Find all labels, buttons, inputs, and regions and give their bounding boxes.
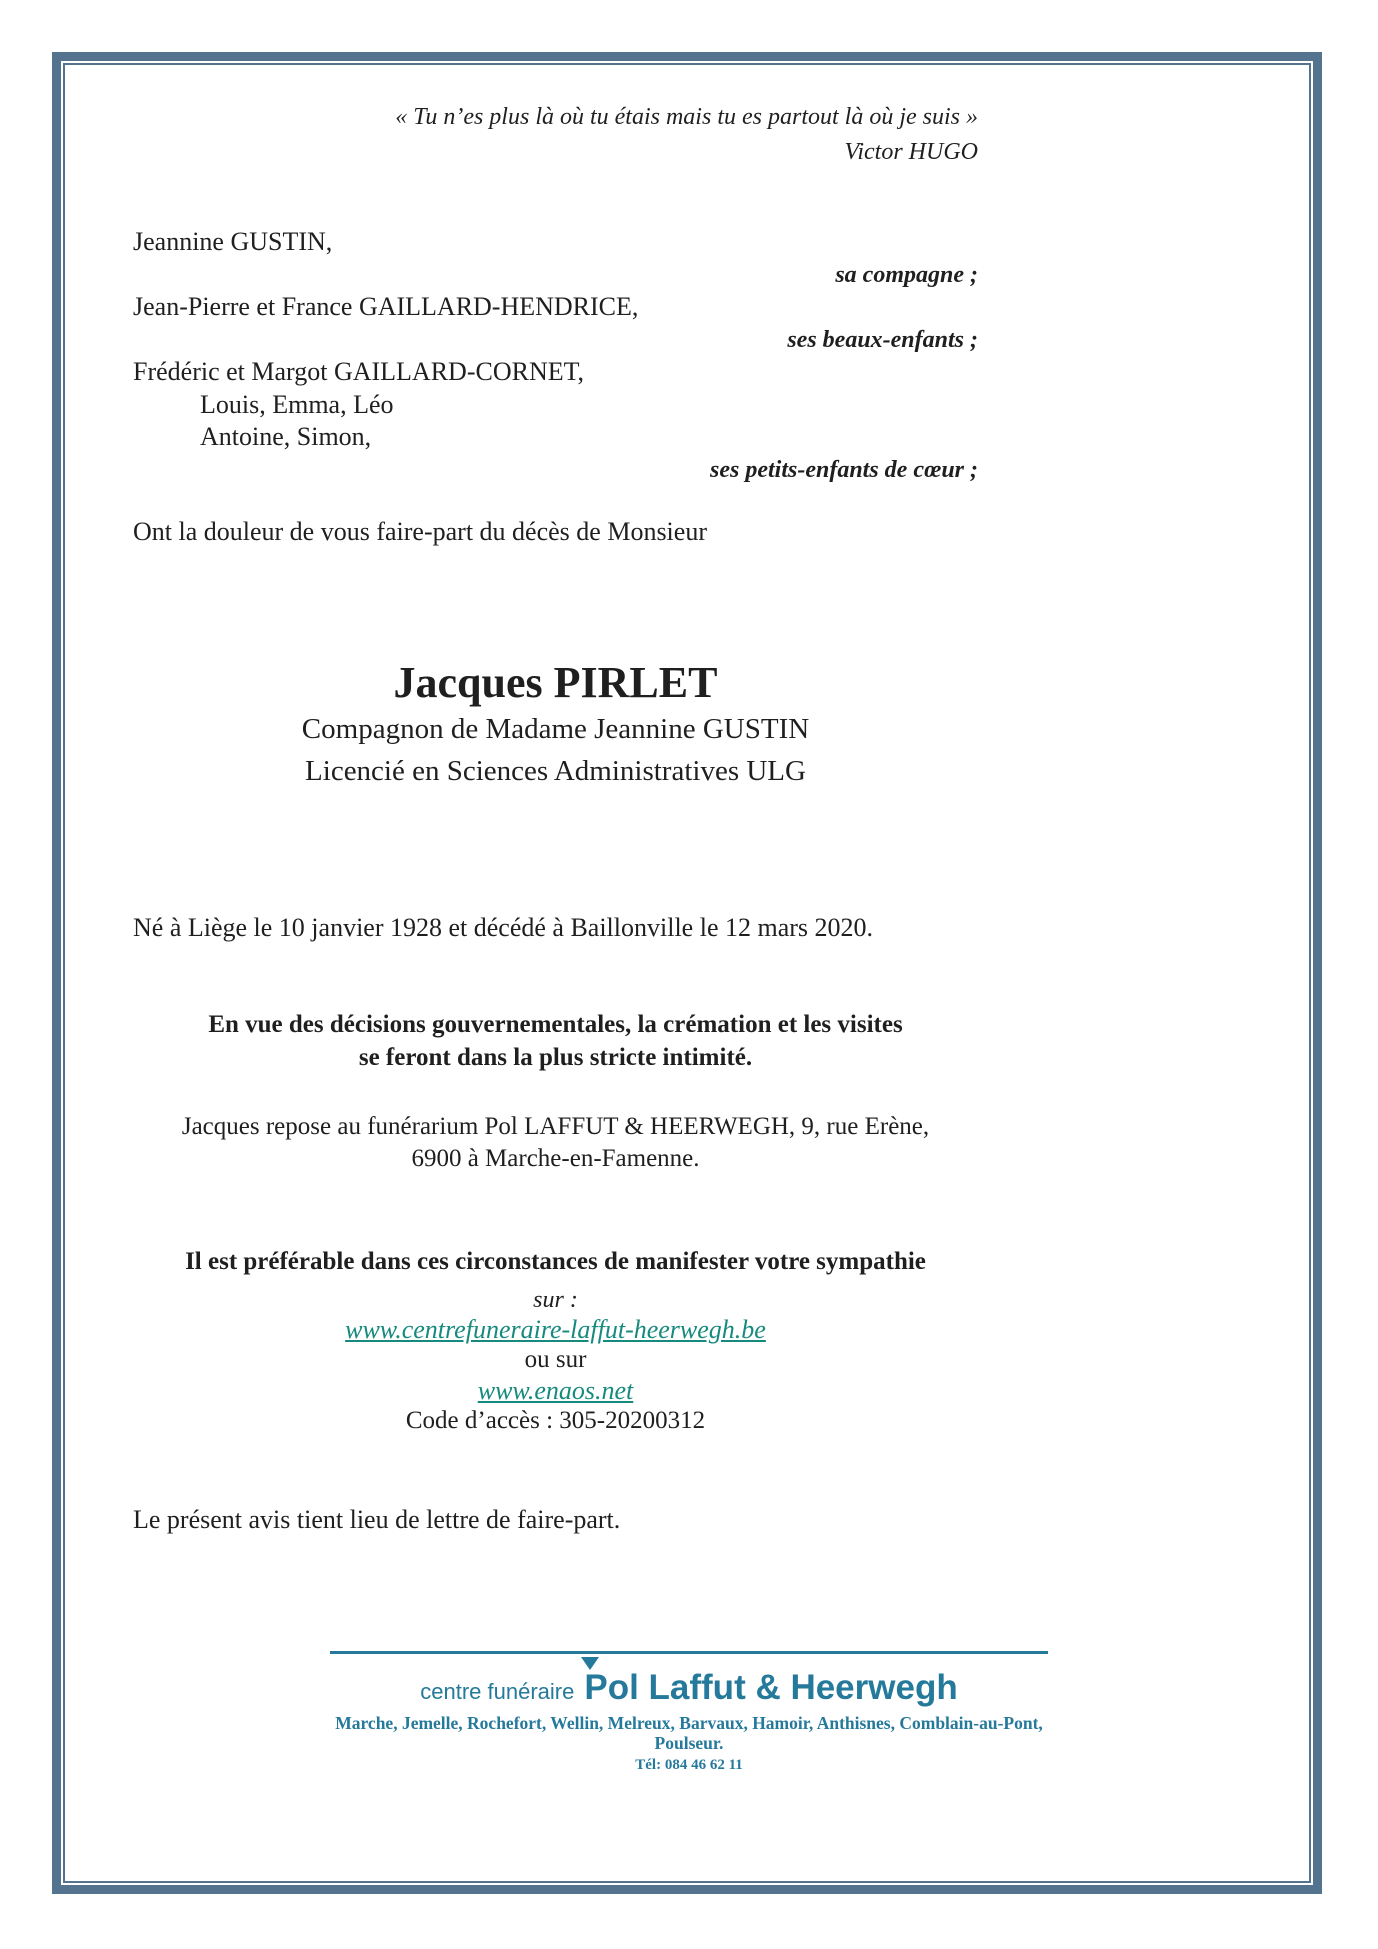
family-name: Jeannine GUSTIN, [133,227,333,256]
deceased-block [133,658,978,792]
footer-phone: Tél: 084 46 62 11 [635,1757,743,1773]
condolences-intro: Il est préférable dans ces circonstances de manifester votre sympathie [185,1248,926,1275]
deceased-subtitle-companion: Compagnon de Madame Jeannine GUSTIN [301,713,810,745]
condolences-website-link[interactable]: www.centrefuneraire-laffut-heerwegh.be [345,1315,766,1344]
document-content [133,0,978,1536]
deceased-name: Jacques PIRLET [393,658,718,707]
family-relation: ses beaux-enfants ; [787,326,978,353]
family-relation: ses petits-enfants de cœur ; [710,456,978,483]
covid-notice-line1: En vue des décisions gouvernementales, la crémation et les visites [208,1011,903,1038]
family-name: Frédéric et Margot GAILLARD-CORNET, [133,357,585,386]
condolences-access-code: Code d’accès : 305-20200312 [405,1407,706,1434]
covid-notice-line2: se feront dans la plus stricte intimité. [358,1044,753,1071]
covid-notice [133,1008,978,1074]
footer-cities: Marche, Jemelle, Rochefort, Wellin, Melreux, Barvaux, Hamoir, Anthisnes, Comblain-au-Pont, Poulseur. [335,1713,1043,1753]
announcement-line: Ont la douleur de vous faire-part du décès de Monsieur [133,517,707,546]
family-relation: sa compagne ; [835,261,978,288]
repose-line1: Jacques repose au funérarium Pol LAFFUT & HEERWEGH, 9, rue Erène, [181,1113,930,1140]
brand-large-label: Pol Laffut & Heerwegh [584,1668,958,1707]
condolences-ou-sur-label: ou sur [524,1346,587,1373]
epigraph-author: Victor HUGO [844,139,978,165]
closing-line: Le présent avis tient lieu de lettre de faire-part. [133,1505,621,1534]
family-list [133,226,978,486]
brand-lockup [420,1670,957,1706]
condolences-enaos-link[interactable]: www.enaos.net [477,1376,634,1405]
brand-small-label: centre funéraire [420,1679,575,1704]
condolences-section [133,1245,978,1436]
brand-large-wrap [584,1670,957,1706]
epigraph-text: « Tu n’es plus là où tu étais mais tu es partout là où je suis » [395,104,978,130]
footer-divider [330,1651,1048,1654]
triangle-down-icon [581,1657,599,1670]
family-grandchild: Louis, Emma, Léo [200,389,394,419]
repose-line2: 6900 à Marche-en-Famenne. [411,1145,700,1172]
condolences-sur-label: sur : [533,1287,578,1313]
life-dates-line: Né à Liège le 10 janvier 1928 et décédé à Baillonville le 12 mars 2020. [133,913,874,942]
funeral-home-logo [299,1651,1079,1774]
deceased-subtitle-degree: Licencié en Sciences Administratives ULG [305,755,806,787]
family-grandchild: Antoine, Simon, [200,422,372,451]
epigraph [133,100,978,170]
family-name: Jean-Pierre et France GAILLARD-HENDRICE, [133,292,639,321]
repose-info [133,1111,978,1175]
